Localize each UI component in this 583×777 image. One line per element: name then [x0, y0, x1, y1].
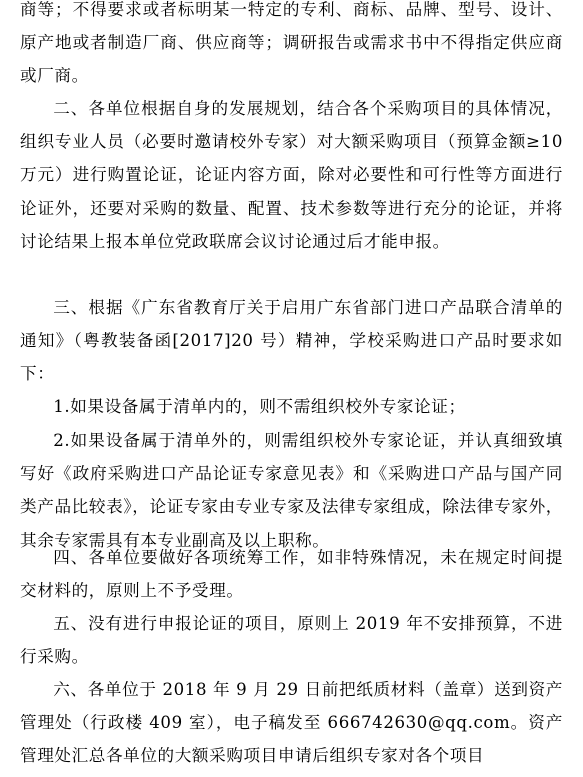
paragraph-sub-1: 1.如果设备属于清单内的，则不需组织校外专家论证； [53, 397, 466, 416]
paragraph-item-2: 二、各单位根据自身的发展规划，结合各个采购项目的具体情况，组织专业人员（必要时邀请校外专家）对大额采购项目（预算金额≥10 万元）进行购置论证，论证内容方面，除对必要性和可行性等方面进行论证外，还要对采购的数量、配置、技术参数等进行充分的论证，并将讨论结果上报本单位党政联席会议讨论通过后才能申报。 [20, 99, 563, 251]
paragraph-item-6: 六、各单位于 2018 年 9 月 29 日前把纸质材料（盖章）送到资产管理处（行政楼 409 室），电子稿发至 666742630@qq.com。资产管理处汇总各单位的大额采购项目申请后组织专家对各个项目 [20, 680, 563, 766]
paragraph-continuation: 商等；不得要求或者标明某一特定的专利、商标、品牌、型号、设计、原产地或者制造厂商、供应商等；调研报告或需求书中不得指定供应商或厂商。 [20, 0, 563, 86]
paragraph-item-5: 五、没有进行申报论证的项目，原则上 2019 年不安排预算，不进行采购。 [20, 614, 563, 667]
paragraph-sub-2: 2.如果设备属于清单外的，则需组织校外专家论证，并认真细致填写好《政府采购进口产品论证专家意见表》和《采购进口产品与国产同类产品比较表》，论证专家由专业专家及法律专家组成，除法律专家外，其余专家需具有本专业副高及以上职称。 [20, 431, 563, 550]
paragraph-item-4: 四、各单位要做好各项统筹工作，如非特殊情况，未在规定时间提交材料的，原则上不予受理。 [20, 548, 563, 601]
paragraph-item-3: 三、根据《广东省教育厅关于启用广东省部门进口产品联合清单的通知》（粤教装备函[2017]20 号）精神，学校采购进口产品时要求如下： [20, 298, 563, 384]
